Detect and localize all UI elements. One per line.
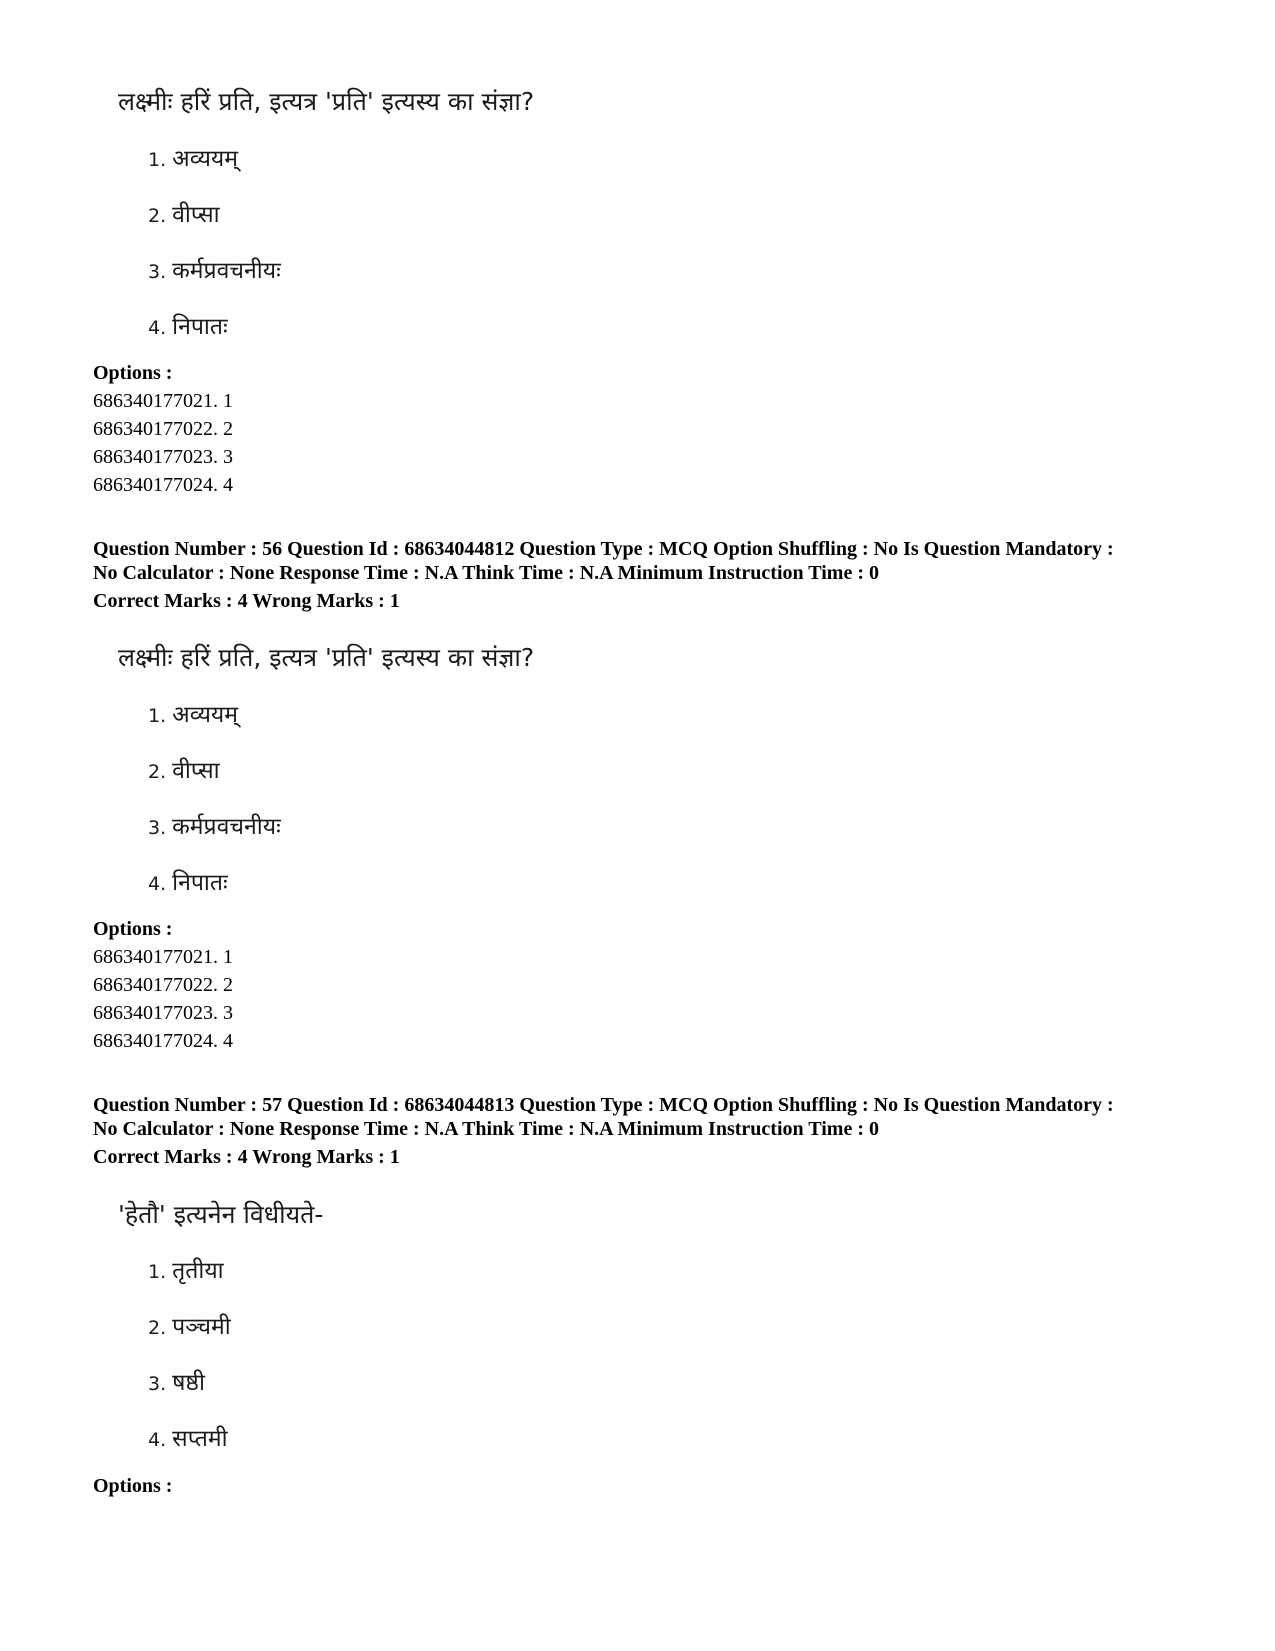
option-id-line: 686340177022. 2 — [93, 974, 233, 996]
option-id-line: 686340177021. 1 — [93, 390, 233, 412]
choice-number: 4. — [148, 873, 167, 895]
question-text: लक्ष्मीः हरिं प्रति, इत्यत्र 'प्रति' इत्यस्य का संज्ञा? — [118, 643, 535, 672]
choice-item — [148, 1365, 205, 1397]
option-id-line: 686340177024. 4 — [93, 474, 233, 496]
choice-number: 4. — [148, 317, 167, 339]
choice-text: निपातः — [172, 870, 228, 896]
options-label: Options : — [93, 918, 173, 940]
question-meta-line: No Calculator : None Response Time : N.A Think Time : N.A Minimum Instruction Time : 0 — [93, 562, 879, 584]
choice-text: पञ्चमी — [172, 1314, 231, 1340]
choice-text: तृतीया — [172, 1258, 224, 1284]
choice-item — [148, 253, 281, 285]
options-label: Options : — [93, 362, 173, 384]
choice-item — [148, 197, 220, 229]
choice-number: 3. — [148, 261, 167, 283]
choice-number: 3. — [148, 1373, 167, 1395]
option-id-line: 686340177021. 1 — [93, 946, 233, 968]
choice-number: 3. — [148, 817, 167, 839]
choice-item — [148, 1253, 224, 1285]
option-id-line: 686340177023. 3 — [93, 446, 233, 468]
choice-text: कर्मप्रवचनीयः — [172, 814, 281, 840]
choice-text: सप्तमी — [172, 1426, 228, 1452]
choice-item — [148, 753, 220, 785]
option-id-line: 686340177022. 2 — [93, 418, 233, 440]
choice-number: 4. — [148, 1429, 167, 1451]
choice-number: 2. — [148, 1317, 167, 1339]
option-id-line: 686340177023. 3 — [93, 1002, 233, 1024]
choice-text: अव्ययम् — [172, 146, 239, 172]
question-meta-line: No Calculator : None Response Time : N.A Think Time : N.A Minimum Instruction Time : 0 — [93, 1118, 879, 1140]
choice-number: 1. — [148, 149, 167, 171]
choice-item — [148, 697, 238, 729]
choice-item — [148, 809, 281, 841]
choice-item — [148, 1421, 228, 1453]
options-label: Options : — [93, 1475, 173, 1497]
question-text: 'हेतौ' इत्यनेन विधीयते- — [118, 1200, 324, 1229]
question-text: लक्ष्मीः हरिं प्रति, इत्यत्र 'प्रति' इत्यस्य का संज्ञा? — [118, 87, 535, 116]
marks-line: Correct Marks : 4 Wrong Marks : 1 — [93, 1146, 400, 1168]
choice-text: अव्ययम् — [172, 702, 239, 728]
question-meta-line: Question Number : 57 Question Id : 68634044813 Question Type : MCQ Option Shuffling : No Is Question Mandatory : — [93, 1094, 1114, 1116]
question-meta-line: Question Number : 56 Question Id : 68634044812 Question Type : MCQ Option Shuffling : No Is Question Mandatory : — [93, 538, 1114, 560]
choice-text: षष्ठी — [172, 1370, 205, 1396]
choice-item — [148, 865, 228, 897]
choice-number: 1. — [148, 1261, 167, 1283]
choice-text: वीप्सा — [172, 758, 220, 784]
choice-number: 2. — [148, 761, 167, 783]
choice-text: निपातः — [172, 314, 228, 340]
choice-number: 2. — [148, 205, 167, 227]
choice-text: कर्मप्रवचनीयः — [172, 258, 281, 284]
choice-item — [148, 141, 238, 173]
option-id-line: 686340177024. 4 — [93, 1030, 233, 1052]
choice-item — [148, 309, 228, 341]
choice-text: वीप्सा — [172, 202, 220, 228]
choice-number: 1. — [148, 705, 167, 727]
choice-item — [148, 1309, 231, 1341]
marks-line: Correct Marks : 4 Wrong Marks : 1 — [93, 590, 400, 612]
